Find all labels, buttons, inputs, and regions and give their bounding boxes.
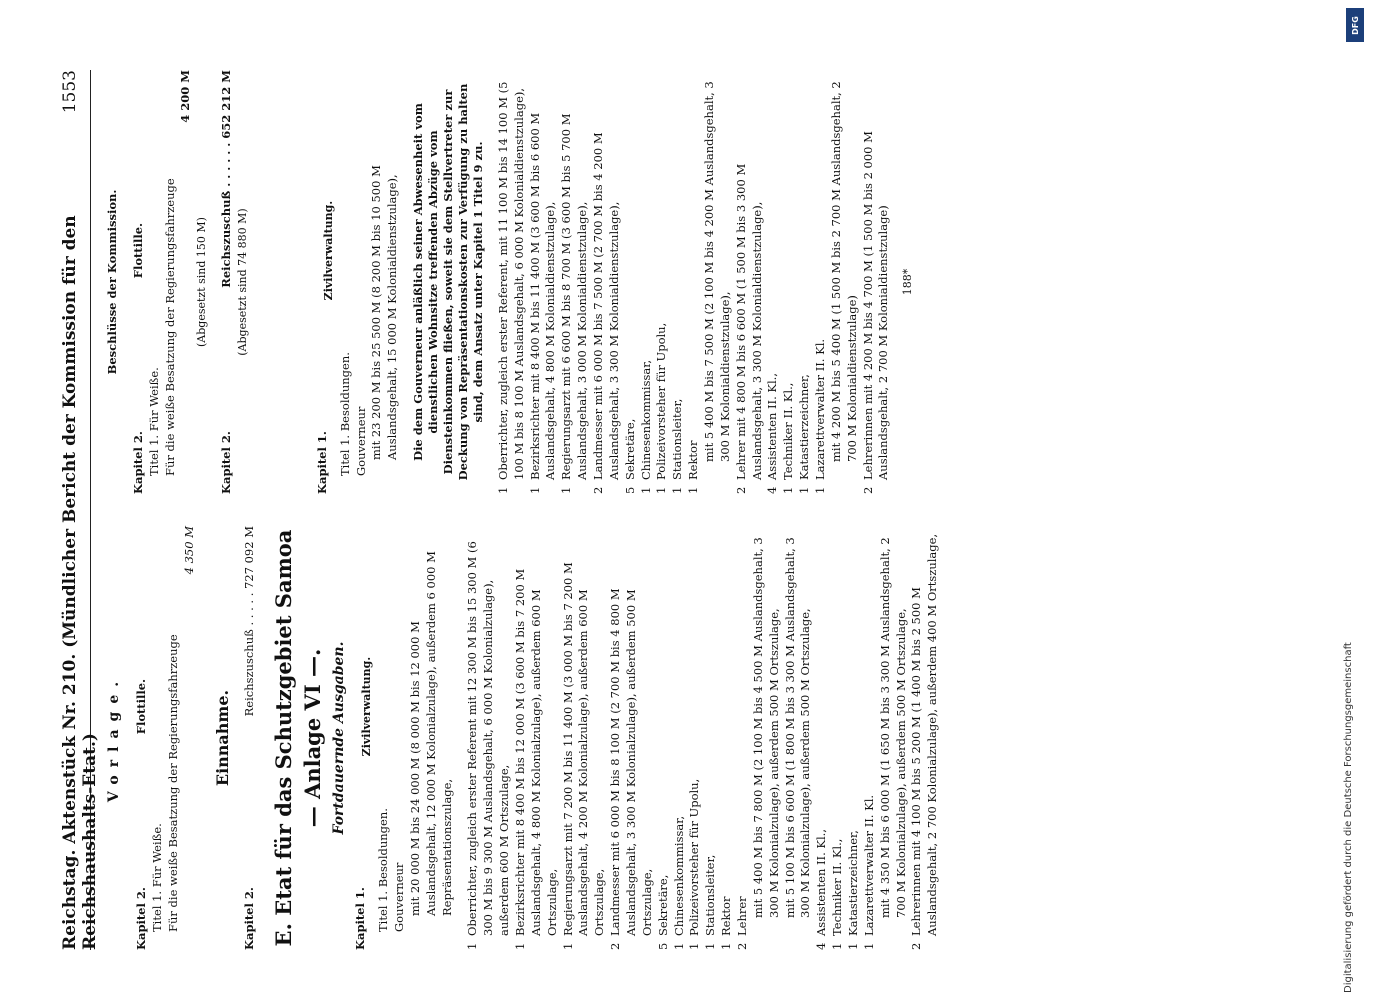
- left-items: [465, 526, 941, 950]
- vorlage-column: [105, 526, 941, 950]
- list-item: 2 Landmesser mit 6 000 M bis 7 500 M (2 700 M bis 4 200 M Auslandsgehalt, 3 300 M Kolonialdienstzulage),: [590, 132, 621, 494]
- list-item: 4 Assistenten II. Kl.,: [814, 829, 829, 950]
- list-item: mit 5 100 M bis 6 600 M (1 800 M bis 3 300 M Auslandsgehalt, 3 300 M Kolonialzulage), außerdem 500 M Ortszulage,: [782, 537, 813, 918]
- list-item: mit 4 350 M bis 6 000 M (1 650 M bis 3 300 M Auslandsgehalt, 2 700 M Kolonialzulage), außerdem 500 M Ortszulage,: [877, 537, 908, 918]
- list-item: 1 Techniker II. Kl.,: [781, 382, 796, 494]
- list-item: mit 5 400 M bis 7 500 M (2 100 M bis 4 200 M Auslandsgehalt, 3 300 M Kolonialdienstzulage),: [701, 81, 732, 462]
- list-item: 1 Rektor: [719, 896, 734, 950]
- reichszuschuss-line: Reichszuschuß . . . . . . 652 212 M: [219, 70, 234, 288]
- abgesetzt-note: (Abgesetzt sind 74 880 M): [236, 208, 250, 356]
- list-item: 5 Sekretäre,: [655, 874, 670, 950]
- vorlage-heading: Vorlage.: [106, 673, 122, 803]
- kapitel-label: Kapitel 1.: [314, 431, 329, 494]
- list-item: 1 Chinesenkommissar,: [671, 815, 686, 950]
- list-item: 1 Lazarettverwalter II. Kl.: [812, 338, 827, 494]
- dfg-logo-icon: DFG: [1346, 8, 1364, 42]
- section-label: Zivilverwaltung.: [359, 656, 373, 757]
- kapitel-label: Kapitel 2.: [241, 887, 256, 950]
- titel-label: Titel 1. Für Weiße.: [150, 823, 165, 932]
- section-label: Flottille.: [134, 678, 149, 735]
- list-item: 1 Bezirksrichter mit 8 400 M bis 11 400 M (3 600 M bis 6 600 M Auslandsgehalt, 4 800 M Kolonialdienstzulage),: [527, 112, 558, 494]
- kapitel-label: Kapitel 2.: [134, 887, 149, 950]
- list-item: 2 Lehrer: [735, 896, 750, 950]
- page-header: [60, 70, 100, 950]
- list-item: 1 Rektor: [686, 440, 701, 494]
- titel-label: Titel 1. Besoldungen.: [376, 808, 391, 932]
- gouverneur-note: Die dem Gouverneur anläßlich seiner Abwesenheit vom dienstlichen Wohnsitze treffenden Abzüge vom Diensteinkommen fließen, soweit sie dem Stellvertreter zur Deckung von Repräsentationskosten zur Verfügung zu halten sind, dem Ansatz unter Kapitel 1 Titel 9 zu.: [411, 83, 485, 481]
- kapitel-label: Kapitel 2.: [219, 431, 234, 494]
- etat-title: E. Etat für das Schutzgebiet Samoa — Anlage VI —.: [270, 529, 325, 947]
- list-item: 2 Landmesser mit 6 000 M bis 8 100 M (2 700 M bis 4 800 M Auslandsgehalt, 3 300 M Kolonialzulage), außerdem 500 M Ortszulage,: [608, 588, 654, 950]
- list-item: 1 Polizeivorsteher für Upolu,: [687, 778, 702, 950]
- list-item: 1 Regierungsarzt mit 6 600 M bis 8 700 M (3 600 M bis 5 700 M Auslandsgehalt, 3 000 M Kolonialdienstzulage),: [559, 113, 590, 494]
- list-item: 1 Bezirksrichter mit 8 400 M bis 12 000 M (3 600 M bis 7 200 M Auslandsgehalt, 4 800 M Kolonialzulage), außerdem 600 M Ortszulage,: [512, 568, 559, 950]
- beschluesse-column: [105, 70, 941, 494]
- list-item: 1 Oberrichter, zugleich erster Referent mit 12 300 M bis 15 300 M (6 300 M bis 9 300 M Auslandsgehalt, 6 000 M Kolonialzulage), außerdem 600 M Ortszulage,: [465, 541, 512, 950]
- gouverneur-text: mit 23 200 M bis 25 500 M (8 200 M bis 10 500 M Auslandsgehalt, 15 000 M Kolonialdienstzulage),: [369, 165, 400, 460]
- list-item: mit 5 400 M bis 7 800 M (2 100 M bis 4 500 M Auslandsgehalt, 3 300 M Kolonialzulage), außerdem 500 M Ortszulage,: [750, 537, 781, 918]
- gouverneur-text: mit 20 000 M bis 24 000 M (8 000 M bis 12 000 M Auslandsgehalt, 12 000 M Kolonialzulage), außerdem 6 000 M Repräsentationszulage,: [407, 551, 454, 916]
- header-title: Reichstag. Aktenstück Nr. 210. (Mündlicher Bericht der Kommission für den Reichshaushalts-Etat.): [60, 215, 100, 950]
- list-item: 1 Stationsleiter,: [670, 398, 685, 494]
- titel-label: Titel 1. Besoldungen.: [337, 352, 352, 476]
- text-line: Für die weiße Besatzung der Regierungsfahrzeuge: [166, 634, 181, 932]
- amount: 4 350 M: [181, 526, 196, 575]
- list-item: 2 Lehrerinnen mit 4 100 M bis 5 200 M (1 400 M bis 2 500 M Auslandsgehalt, 2 700 Kolonialzulage), außerdem 400 M Ortszulage,: [909, 533, 940, 950]
- list-item: 2 Lehrer mit 4 800 M bis 6 600 M (1 500 M bis 3 300 M Auslandsgehalt, 3 300 M Kolonialdienstzulage),: [733, 163, 764, 494]
- reichszuschuss-line: Reichszuschuß . . . . . 727 092 M: [241, 526, 256, 717]
- kapitel-label: Kapitel 1.: [352, 887, 367, 950]
- list-item: mit 4 200 M bis 5 400 M (1 500 M bis 2 700 M Auslandsgehalt, 2 700 M Kolonialdienstzulage): [828, 81, 859, 462]
- einnahme-heading: Einnahme.: [212, 689, 232, 787]
- list-item: 1 Katastierzeichner,: [846, 830, 861, 950]
- digitization-credit: Digitalisierung gefördert durch die Deutsche Forschungsgemeinschaft: [1343, 642, 1354, 993]
- kapitel-label: Kapitel 2.: [130, 431, 145, 494]
- list-item: 1 Katastierzeichner,: [797, 374, 812, 494]
- list-item: 1 Oberrichter, zugleich erster Referent, mit 11 100 M bis 14 100 M (5 100 M bis 8 100 M Auslandsgehalt, 6 000 M Kolonialdienstzulage),: [495, 81, 526, 494]
- list-item: 2 Lehrerinnen mit 4 200 M bis 4 700 M (1 500 M bis 2 000 M Auslandsgehalt, 2 700 M Kolonialdienstzulage): [860, 131, 891, 494]
- list-item: 1 Techniker II. Kl.,: [830, 838, 845, 950]
- list-item: 1 Lazarettverwalter II. Kl.: [861, 794, 876, 950]
- list-item: 1 Regierungsarzt mit 7 200 M bis 11 400 M (3 000 M bis 7 200 M Auslandsgehalt, 4 200 M Kolonialzulage), außerdem 600 M Ortszulage,: [560, 562, 607, 950]
- page-number: 1553: [60, 70, 80, 114]
- titel-label: Titel 1. Für Weiße.: [146, 367, 161, 476]
- gouverneur-label: Gouverneur: [353, 406, 368, 476]
- abgesetzt-note: (Abgesetzt sind 150 M): [195, 217, 209, 347]
- list-item: 1 Polizeivorsteher für Upolu,: [654, 322, 669, 494]
- fortdauernde-heading: Fortdauernde Ausgaben.: [330, 641, 347, 835]
- amount: 4 200 M: [178, 70, 193, 123]
- list-item: 4 Assistenten II. Kl.,: [765, 373, 780, 494]
- section-label: Zivilverwaltung.: [321, 200, 335, 301]
- beschluesse-heading: Beschlüsse der Kommission.: [105, 189, 119, 375]
- section-label: Flottille.: [130, 222, 145, 279]
- list-item: 1 Chinesenkommissar,: [638, 359, 653, 494]
- list-item: 1 Stationsleiter,: [703, 854, 718, 950]
- signature-number: 188*: [901, 268, 915, 296]
- right-items: [496, 70, 892, 494]
- list-item: 5 Sekretäre,: [622, 418, 637, 494]
- text-line: Für die weiße Besatzung der Regierungsfahrzeuge: [162, 178, 177, 476]
- digitization-sidebar: [1343, 8, 1373, 993]
- gouverneur-label: Gouverneur: [391, 862, 406, 932]
